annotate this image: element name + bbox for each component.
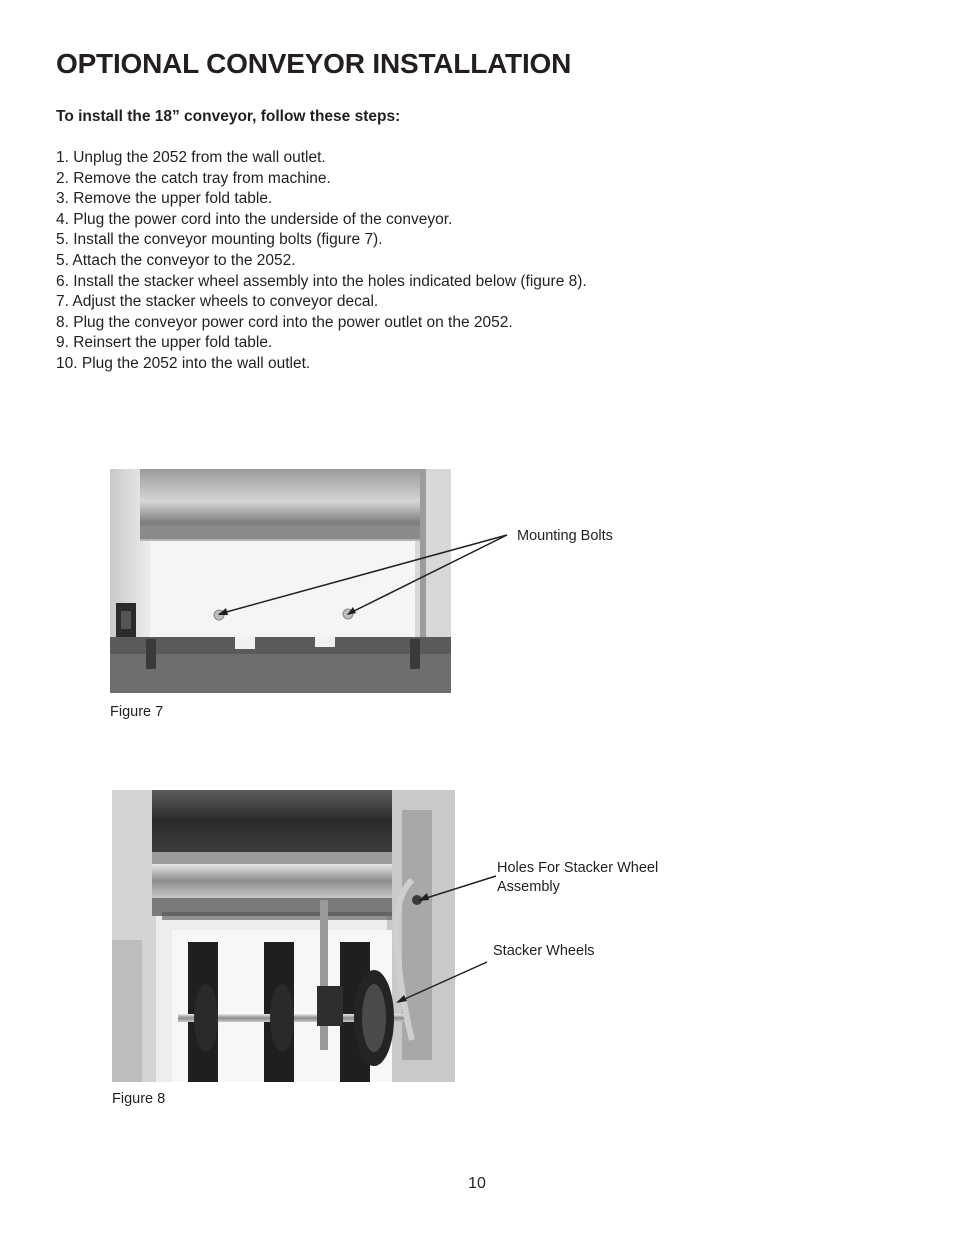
step-item: 3. Remove the upper fold table. [56,190,273,208]
steps-list [56,148,587,375]
callout-mounting-bolts: Mounting Bolts [517,528,613,544]
step-item: 4. Plug the power cord into the underside of the conveyor. [56,210,453,228]
step-item: 7. Adjust the stacker wheels to conveyor decal. [56,293,379,311]
step-item: 9. Reinsert the upper fold table. [56,334,273,352]
step-item: 10. Plug the 2052 into the wall outlet. [56,354,311,372]
callout-holes-line-1: Holes For Stacker Wheel [497,860,659,876]
figure-7-photo [110,469,451,693]
figure-7-caption: Figure 7 [110,704,164,720]
figure-8-caption: Figure 8 [112,1091,166,1107]
callout-holes-line-2: Assembly [497,879,560,895]
step-item: 2. Remove the catch tray from machine. [56,169,331,187]
callout-holes-for-stacker-wheel [497,859,658,897]
callout-stacker-wheels: Stacker Wheels [493,943,595,959]
step-item: 6. Install the stacker wheel assembly into the holes indicated below (figure 8). [56,272,587,290]
step-item: 5. Install the conveyor mounting bolts (figure 7). [56,231,383,249]
step-item: 5. Attach the conveyor to the 2052. [56,251,296,269]
step-item: 1. Unplug the 2052 from the wall outlet. [56,149,326,166]
step-item: 8. Plug the conveyor power cord into the power outlet on the 2052. [56,313,513,331]
figure-8-photo [112,790,455,1082]
intro-text: To install the 18” conveyor, follow these steps: [56,108,401,125]
page-title: OPTIONAL CONVEYOR INSTALLATION [56,48,572,79]
page-number: 10 [468,1175,486,1192]
